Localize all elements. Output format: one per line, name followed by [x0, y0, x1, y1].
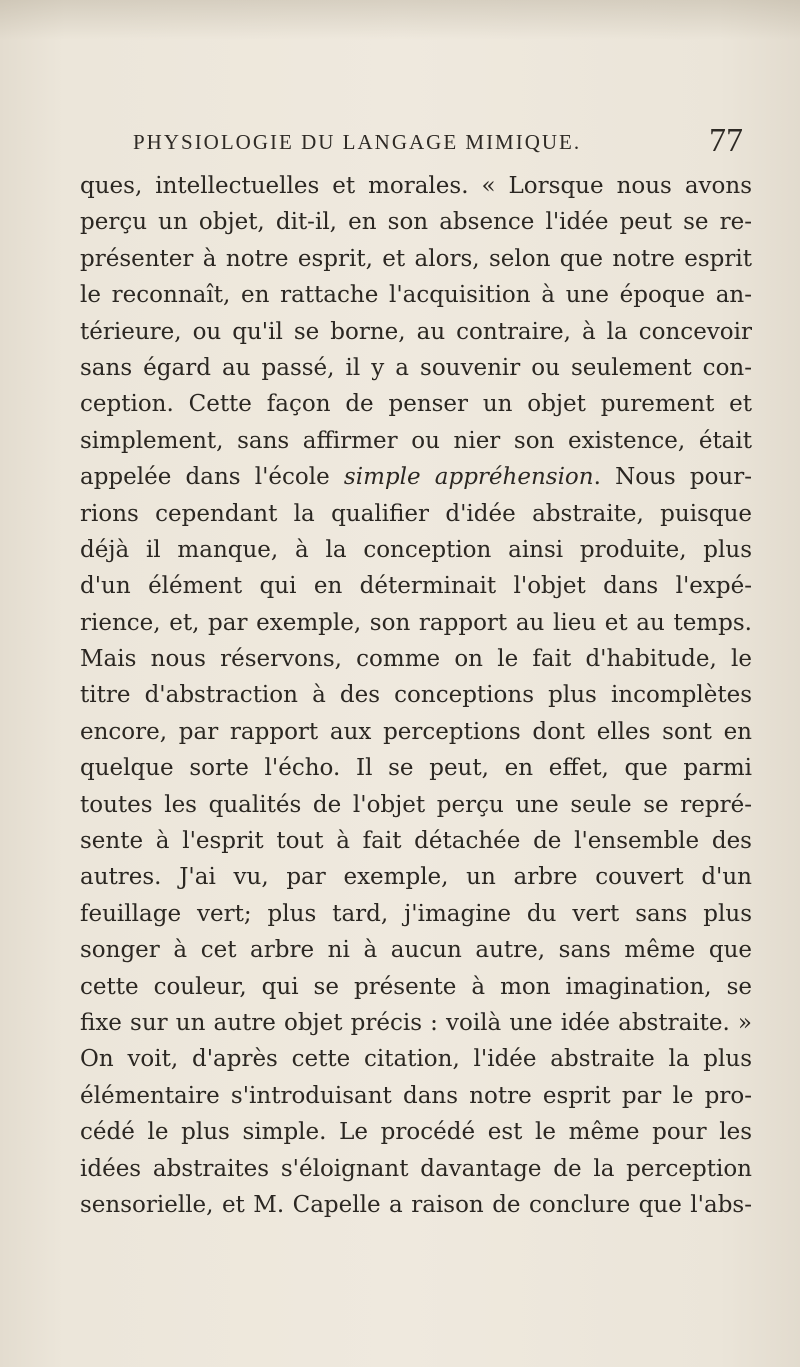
text-line-29: sensorielle, et M. Capelle a raison de conclure que l'abs-	[80, 1191, 752, 1218]
text-line-24: fixe sur un autre objet précis : voilà une idée abstraite. »	[80, 1009, 752, 1036]
text-line-6: sans égard au passé, il y a souvenir ou seulement con-	[80, 354, 752, 381]
page-top-shadow	[0, 0, 800, 40]
text-line-17: quelque sorte l'écho. Il se peut, en effet, que parmi	[80, 755, 752, 782]
text-line-15: titre d'abstraction à des conceptions plus incomplètes	[80, 682, 752, 709]
italic-term: simple appréhension	[343, 464, 594, 491]
text-line-3: présenter à notre esprit, et alors, selon que notre esprit	[80, 245, 752, 272]
text-line-14: Mais nous réservons, comme on le fait d'habitude, le	[80, 646, 752, 673]
text-line-12: d'un élément qui en déterminait l'objet dans l'expé-	[80, 573, 752, 600]
body-text	[80, 168, 752, 1223]
text-line-21: feuillage vert; plus tard, j'imagine du vert sans plus	[80, 900, 752, 927]
text-line-23: cette couleur, qui se présente à mon imagination, se	[80, 973, 752, 1000]
text-line-27: cédé le plus simple. Le procédé est le même pour les	[80, 1119, 752, 1146]
text-line-20: autres. J'ai vu, par exemple, un arbre couvert d'un	[80, 864, 752, 891]
text-line-26: élémentaire s'introduisant dans notre esprit par le pro-	[80, 1082, 752, 1109]
text-line-1: ques, intellectuelles et morales. « Lorsque nous avons	[80, 173, 752, 199]
text-line-19: sente à l'esprit tout à fait détachée de l'ensemble des	[80, 828, 752, 855]
text-line-11: déjà il manque, à la conception ainsi produite, plus	[80, 536, 752, 563]
text-line-13: rience, et, par exemple, son rapport au lieu et au temps.	[80, 609, 752, 636]
text-line-18: toutes les qualités de l'objet perçu une seule se repré-	[80, 791, 752, 818]
text-line-9	[80, 459, 752, 495]
text-line-5: térieure, ou qu'il se borne, au contraire, à la concevoir	[80, 318, 752, 345]
text-line-16: encore, par rapport aux perceptions dont elles sont en	[80, 718, 752, 745]
text-line-9-after: . Nous pour-	[593, 464, 752, 491]
running-head	[133, 122, 743, 162]
text-line-4: le reconnaît, en rattache l'acquisition à une époque an-	[80, 282, 752, 309]
text-line-9-before: appelée dans l'école	[80, 464, 344, 491]
text-line-10: rions cependant la qualifier d'idée abstraite, puisque	[80, 500, 752, 527]
text-line-2: perçu un objet, dit-il, en son absence l'idée peut se re-	[80, 209, 752, 236]
text-line-7: ception. Cette façon de penser un objet purement et	[80, 391, 752, 418]
text-line-8: simplement, sans affirmer ou nier son existence, était	[80, 427, 752, 454]
page-number: 77	[709, 122, 743, 159]
text-line-25: On voit, d'après cette citation, l'idée abstraite la plus	[80, 1046, 752, 1073]
text-line-28: idées abstraites s'éloignant davantage de la perception	[80, 1155, 752, 1182]
text-line-22: songer à cet arbre ni à aucun autre, sans même que	[80, 937, 752, 964]
running-title: PHYSIOLOGIE DU LANGAGE MIMIQUE.	[133, 130, 582, 154]
